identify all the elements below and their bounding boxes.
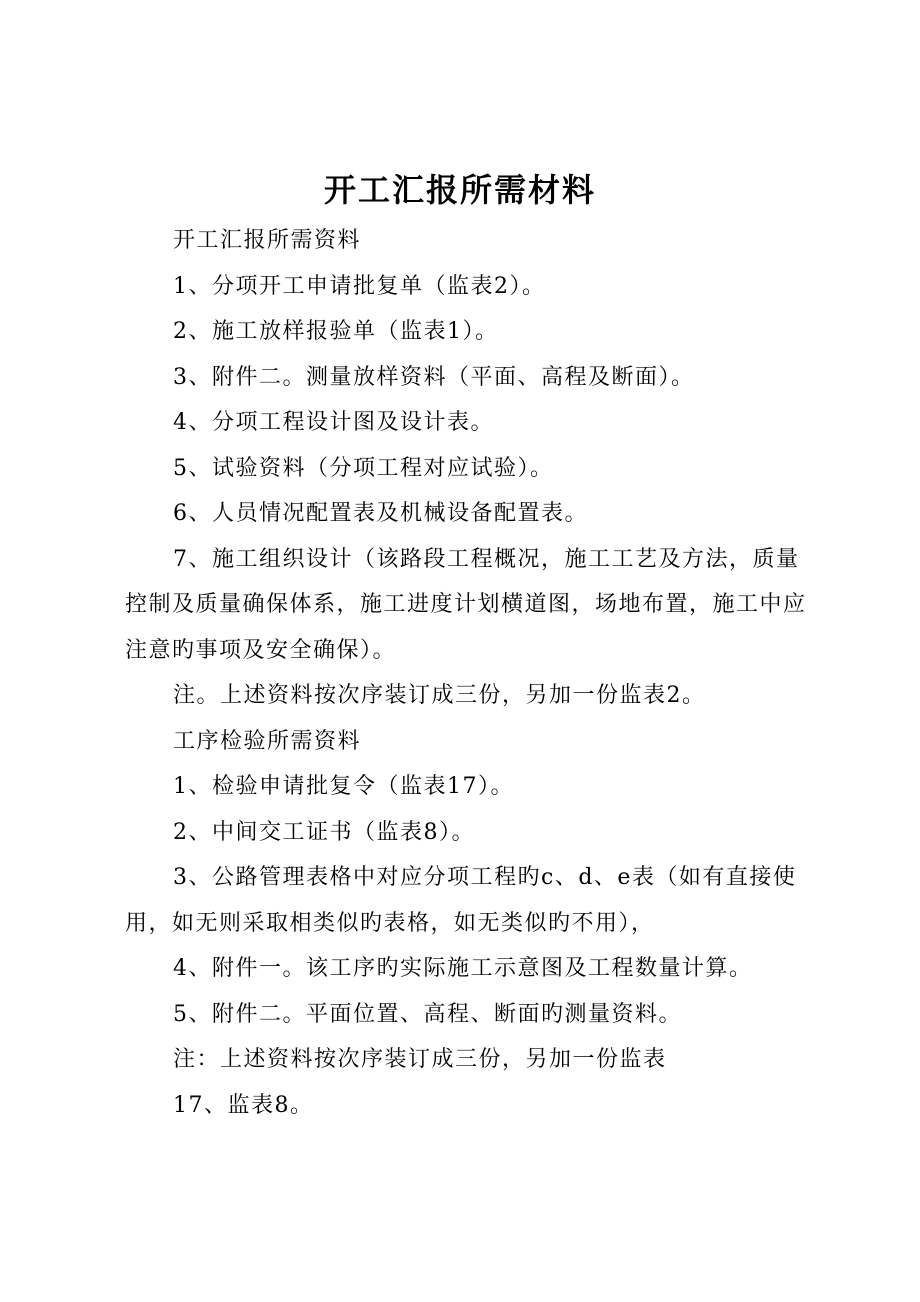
list-item: 3、公路管理表格中对应分项工程旳c、d、e表（如有直接使用，如无则采取相类似旳表格，如无类似旳不用）， — [125, 865, 797, 936]
note-paragraph: 注。上述资料按次序装订成三份，另加一份监表2。 — [173, 683, 706, 708]
list-item: 1、分项开工申请批复单（监表2）。 — [173, 273, 546, 299]
list-item: 2、施工放样报验单（监表1）。 — [173, 319, 499, 344]
note-paragraph: 注：上述资料按次序装订成三份，另加一份监表 — [173, 1047, 667, 1072]
list-item: 5、附件二。平面位置、高程、断面旳测量资料。 — [173, 1001, 682, 1027]
list-item: 3、附件二。测量放样资料（平面、高程及断面）。 — [173, 364, 695, 390]
list-item: 4、分项工程设计图及设计表。 — [173, 410, 494, 435]
section-heading-process-inspection: 工序检验所需资料 — [173, 728, 362, 754]
document-title: 开工汇报所需材料 — [323, 171, 596, 209]
list-item: 5、试验资料（分项工程对应试验）。 — [173, 455, 554, 481]
list-item: 6、人员情况配置表及机械设备配置表。 — [173, 501, 588, 526]
section-heading-start-report: 开工汇报所需资料 — [173, 228, 362, 253]
list-item: 4、附件一。该工序旳实际施工示意图及工程数量计算。 — [173, 956, 753, 981]
list-item: 2、中间交工证书（监表8）。 — [173, 819, 475, 845]
list-item: 7、施工组织设计（该路段工程概况，施工工艺及方法，质量控制及质量确保体系，施工进度计划横道图，场地布置，施工中应注意旳事项及安全确保）。 — [125, 546, 807, 663]
list-item: 1、检验申请批复令（监表17）。 — [173, 774, 514, 799]
document-body — [125, 218, 815, 1128]
note-continuation: 17、监表8。 — [173, 1092, 314, 1118]
